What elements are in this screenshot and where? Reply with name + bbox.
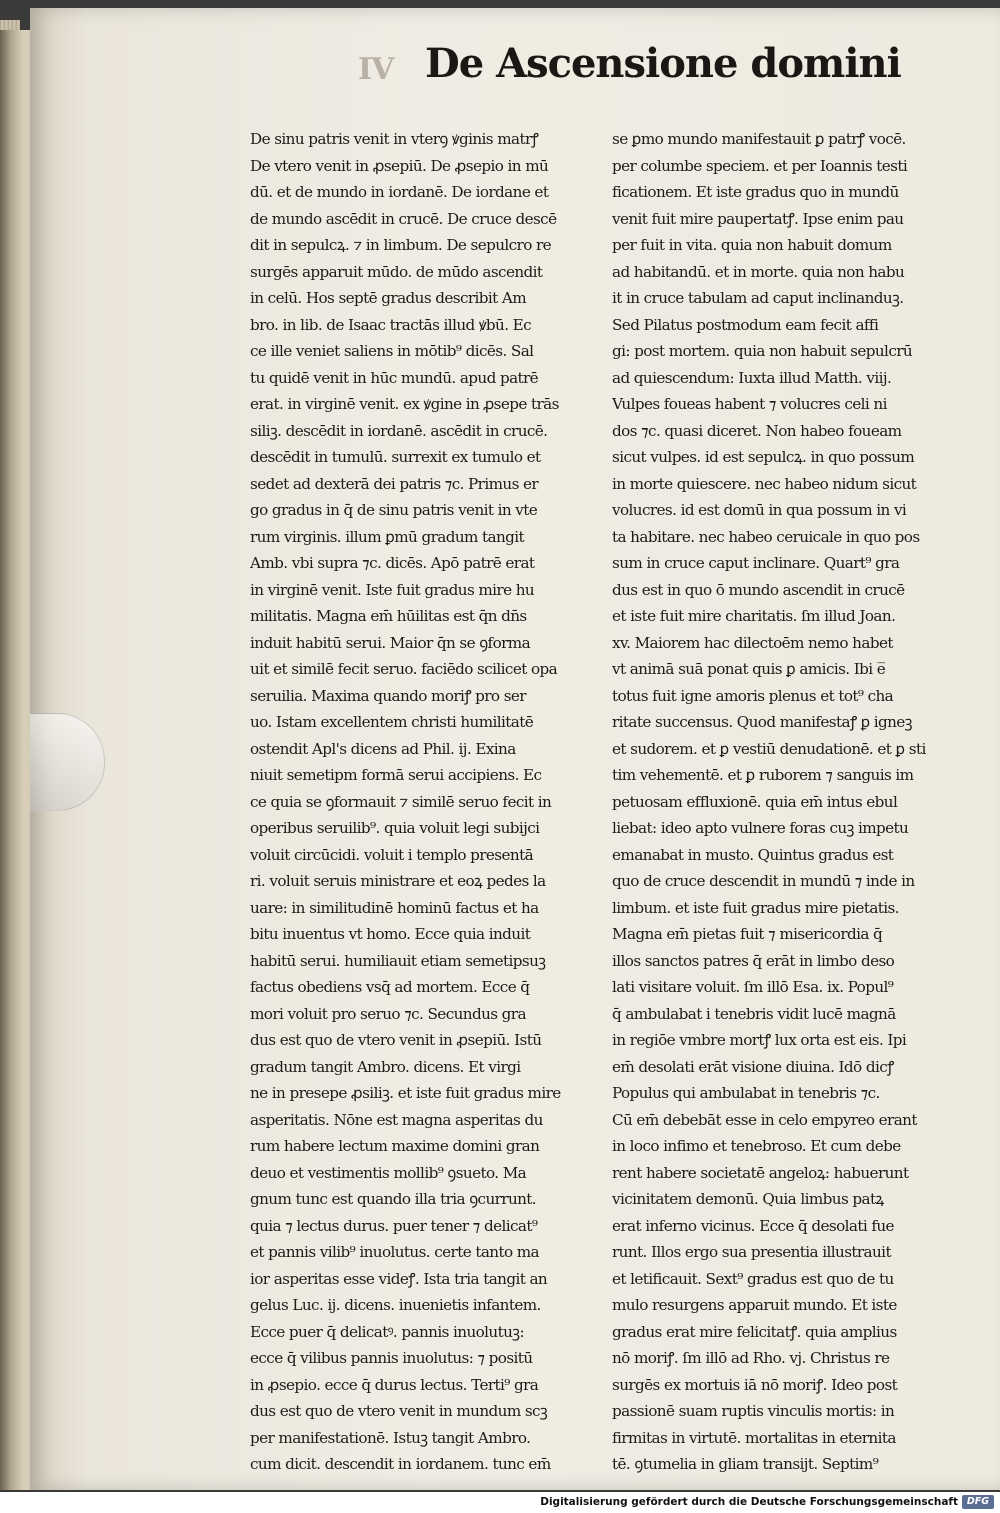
text-line: ta habitare. nec habeo ceruicale in quo pos — [612, 527, 920, 546]
text-line: quo de cruce descendit in mundū ⁊ inde in — [612, 872, 915, 890]
running-title: De Ascensione domini — [425, 40, 901, 87]
text-line: gradum tangit Ambro. dicens. Et virgi — [250, 1057, 521, 1076]
text-line: em̄ desolati erāt visione diuina. Idō dicꝭ — [612, 1057, 894, 1076]
text-line: Cū em̄ debebāt esse in celo empyreo erant — [612, 1110, 917, 1129]
text-line: go gradus in q̄ de sinu patris venit in vte — [250, 501, 538, 519]
dfg-logo: DFG — [962, 1495, 994, 1509]
footer-bar — [0, 1492, 1000, 1513]
page-clip — [30, 713, 105, 811]
text-line: gnum tunc est quando illa tria ꝯcurrunt. — [250, 1190, 537, 1208]
text-line: gradus erat mire felicitatꝭ. quia amplius — [612, 1322, 897, 1341]
text-line: deuo et vestimentis mollib⁹ ꝯsueto. Ma — [250, 1163, 527, 1182]
text-line: dus est quo de vtero venit in mundum scꝫ — [250, 1402, 548, 1420]
text-line: nō moriꝭ. ſm illō ad Rho. vj. Christus re — [612, 1349, 890, 1367]
text-line: ecce q̄ vilibus pannis inuolutus: ⁊ positū — [250, 1349, 533, 1367]
text-line: Magna em̄ pietas fuit ⁊ misericordia q̄ — [612, 925, 883, 943]
text-line: ce ille veniet saliens in mōtib⁹ dicēs. Sal — [250, 342, 534, 360]
text-line: limbum. et iste fuit gradus mire pietatis. — [612, 898, 899, 917]
text-line: dū. et de mundo in iordanē. De iordane et — [250, 183, 549, 201]
text-line: in virginē venit. Iste fuit gradus mire hu — [250, 580, 535, 599]
text-line: liebat: ideo apto vulnere foras cuꝫ impetu — [612, 819, 909, 837]
text-line: gi: post mortem. quia non habuit sepulcrū — [612, 342, 913, 360]
text-line: voluit circūcidi. voluit i templo presentā — [250, 845, 534, 864]
text-line: militatis. Magna em̄ hūilitas est q̄n dn̄s — [250, 607, 527, 625]
text-line: mori voluit pro seruo ⁊c. Secundus gra — [250, 1004, 526, 1023]
text-line: ostendit Apl's dicens ad Phil. ij. Exina — [250, 739, 516, 758]
text-line: induit habitū serui. Maior q̄n se ꝯforma — [250, 633, 531, 652]
text-line: tim vehementē. et ꝑ ruborem ⁊ sanguis im — [612, 766, 914, 784]
text-line: bitu inuentus vt homo. Ecce quia induit — [250, 925, 531, 943]
text-line: rum habere lectum maxime domini gran — [250, 1137, 540, 1155]
text-line: Populus qui ambulabat in tenebris ⁊c. — [612, 1084, 880, 1102]
text-line: bro. in lib. de Isaac tractās illud ꝟbū. Ec — [250, 315, 532, 334]
text-line: Ecce puer q̄ delicatꝰ. pannis inuolutuꝫ: — [250, 1322, 524, 1341]
text-line: seruilia. Maxima quando moriꝭ pro ser — [250, 686, 526, 705]
text-line: uit et similē fecit seruo. faciēdo scilicet opa — [250, 660, 558, 678]
text-line: erat. in virginē venit. ex ꝟgine in ꝓsepe trās — [250, 395, 559, 413]
text-line: dos ⁊c. quasi diceret. Non habeo foueam — [612, 421, 902, 440]
funding-credit: Digitalisierung gefördert durch die Deutsche Forschungsgemeinschaft — [540, 1496, 958, 1508]
text-line: illos sanctos patres q̄ erāt in limbo deso — [612, 951, 895, 970]
text-line: habitū serui. humiliauit etiam semetipsuꝫ — [250, 951, 546, 970]
text-line: Sed Pilatus postmodum eam fecit affi — [612, 315, 879, 334]
text-line: it in cruce tabulam ad caput inclinanduꝫ. — [612, 289, 904, 307]
text-line: et pannis vilib⁹ inuolutus. certe tanto ma — [250, 1243, 540, 1261]
text-column-right — [612, 126, 962, 1478]
text-line: descēdit in tumulū. surrexit ex tumulo et — [250, 448, 541, 466]
text-line: ad quiescendum: Iuxta illud Matth. viij. — [612, 368, 892, 387]
text-line: niuit semetipm formā serui accipiens. Ec — [250, 766, 542, 784]
text-line: dit in sepulcꝝ. ⁊ in limbum. De sepulcro re — [250, 236, 552, 254]
text-line: per columbe speciem. et per Ioannis testi — [612, 156, 908, 175]
text-line: sedet ad dexterā dei patris ⁊c. Primus er — [250, 474, 539, 493]
text-line: Vulpes foueas habent ⁊ volucres celi ni — [612, 395, 887, 413]
text-line: per fuit in vita. quia non habuit domum — [612, 236, 892, 254]
text-line: volucres. id est domū in qua possum in vi — [612, 501, 907, 519]
text-line: in loco infimo et tenebroso. Et cum debe — [612, 1137, 901, 1155]
text-line: ad habitandū. et in morte. quia non habu — [612, 262, 905, 281]
text-line: tu quidē venit in hūc mundū. apud patrē — [250, 368, 539, 387]
text-line: vt animā suā ponat quis ꝑ amicis. Ibi e̅ — [612, 660, 886, 678]
text-line: in morte quiescere. nec habeo nidum sicut — [612, 474, 917, 493]
text-line: sicut vulpes. id est sepulcꝝ. in quo possum — [612, 448, 915, 466]
text-line: De sinu patris venit in vterꝯ ꝟginis matrꝭ — [250, 130, 539, 148]
text-line: in ꝓsepio. ecce q̄ durus lectus. Terti⁹ gra — [250, 1375, 539, 1394]
text-line: surgēs ex mortuis iā nō moriꝭ. Ideo post — [612, 1375, 898, 1394]
text-line: se ꝑmo mundo manifestauit ꝑ patrꝭ vocē. — [612, 130, 906, 148]
text-column-left — [250, 126, 595, 1478]
text-line: rent habere societatē angeloꝝ: habuerunt — [612, 1163, 909, 1182]
text-line: Amb. vbi supra ⁊c. dicēs. Apō patrē erat — [250, 554, 535, 572]
text-line: dus est in quo ō mundo ascendit in crucē — [612, 580, 905, 599]
text-line: ficationem. Et iste gradus quo in mundū — [612, 183, 899, 201]
text-line: uo. Istam excellentem christi humilitatē — [250, 713, 534, 731]
text-line: in regiōe vmbre mortꝭ lux orta est eis. Ipi — [612, 1031, 907, 1049]
text-line: surgēs apparuit mūdo. de mūdo ascendit — [250, 262, 543, 281]
text-line: passionē suam ruptis vinculis mortis: in — [612, 1402, 895, 1420]
text-line: cum dicit. descendit in iordanem. tunc em̄ — [250, 1455, 551, 1473]
text-line: emanabat in musto. Quintus gradus est — [612, 845, 894, 864]
text-line: ne in presepe ꝓsiliꝫ. et iste fuit gradus mire — [250, 1084, 561, 1102]
text-line: lati visitare voluit. ſm illō Esa. ix. Popul⁹ — [612, 978, 894, 996]
text-line: ior asperitas esse videꝭ. Ista tria tangit an — [250, 1269, 548, 1288]
text-line: vicinitatem demonū. Quia limbus patꝝ — [612, 1190, 884, 1208]
text-line: De vtero venit in ꝓsepiū. De ꝓsepio in mū — [250, 156, 549, 175]
text-line: siliꝫ. descēdit in iordanē. ascēdit in crucē. — [250, 421, 548, 440]
text-line: tē. ꝯtumelia in gliam transijt. Septim⁹ — [612, 1455, 879, 1473]
text-line: q̄ ambulabat i tenebris vidit lucē magnā — [612, 1004, 896, 1023]
text-line: runt. Illos ergo sua presentia illustrauit — [612, 1243, 891, 1261]
text-line: firmitas in virtutē. mortalitas in eternita — [612, 1428, 896, 1447]
text-line: per manifestationē. Istuꝫ tangit Ambro. — [250, 1428, 531, 1447]
text-line: ce quia se ꝯformauit ⁊ similē seruo fecit in — [250, 792, 552, 811]
text-line: erat inferno vicinus. Ecce q̄ desolati fue — [612, 1216, 894, 1235]
text-line: gelus Luc. ij. dicens. inuenietis infantem. — [250, 1296, 541, 1314]
text-line: quia ⁊ lectus durus. puer tener ⁊ delicat⁹ — [250, 1216, 538, 1235]
text-line: ritate succensus. Quod manifestaꝭ ꝑ igneꝫ — [612, 713, 912, 731]
text-line: mulo resurgens apparuit mundo. Et iste — [612, 1296, 897, 1314]
text-line: sum in cruce caput inclinare. Quart⁹ gra — [612, 554, 900, 572]
text-line: xv. Maiorem hac dilectoēm nemo habet — [612, 633, 893, 652]
text-line: ri. voluit seruis ministrare et eoꝝ pedes la — [250, 872, 546, 890]
text-line: de mundo ascēdit in crucē. De cruce descē — [250, 209, 557, 228]
text-line: rum virginis. illum ꝑmū gradum tangit — [250, 527, 525, 546]
text-line: et letificauit. Sext⁹ gradus est quo de tu — [612, 1269, 894, 1288]
text-line: dus est quo de vtero venit in ꝓsepiū. Istū — [250, 1031, 542, 1049]
text-line: in celū. Hos septē gradus describit Am — [250, 289, 527, 307]
text-line: petuosam effluxionē. quia em̄ intus ebul — [612, 792, 898, 811]
show-through-mark: IV — [358, 52, 394, 87]
text-line: factus obediens vsq̄ ad mortem. Ecce q̄ — [250, 978, 530, 996]
text-line: operibus seruilib⁹. quia voluit legi subijci — [250, 819, 540, 837]
text-line: et sudorem. et ꝑ vestiū denudationē. et ꝑ sti — [612, 739, 926, 758]
text-line: venit fuit mire paupertatꝭ. Ipse enim pau — [612, 209, 904, 228]
text-line: totus fuit igne amoris plenus et tot⁹ cha — [612, 686, 894, 705]
text-line: uare: in similitudinē hominū factus et ha — [250, 898, 539, 917]
text-line: et iste fuit mire charitatis. ſm illud Joan. — [612, 607, 896, 625]
text-line: asperitatis. Nōne est magna asperitas du — [250, 1110, 543, 1129]
